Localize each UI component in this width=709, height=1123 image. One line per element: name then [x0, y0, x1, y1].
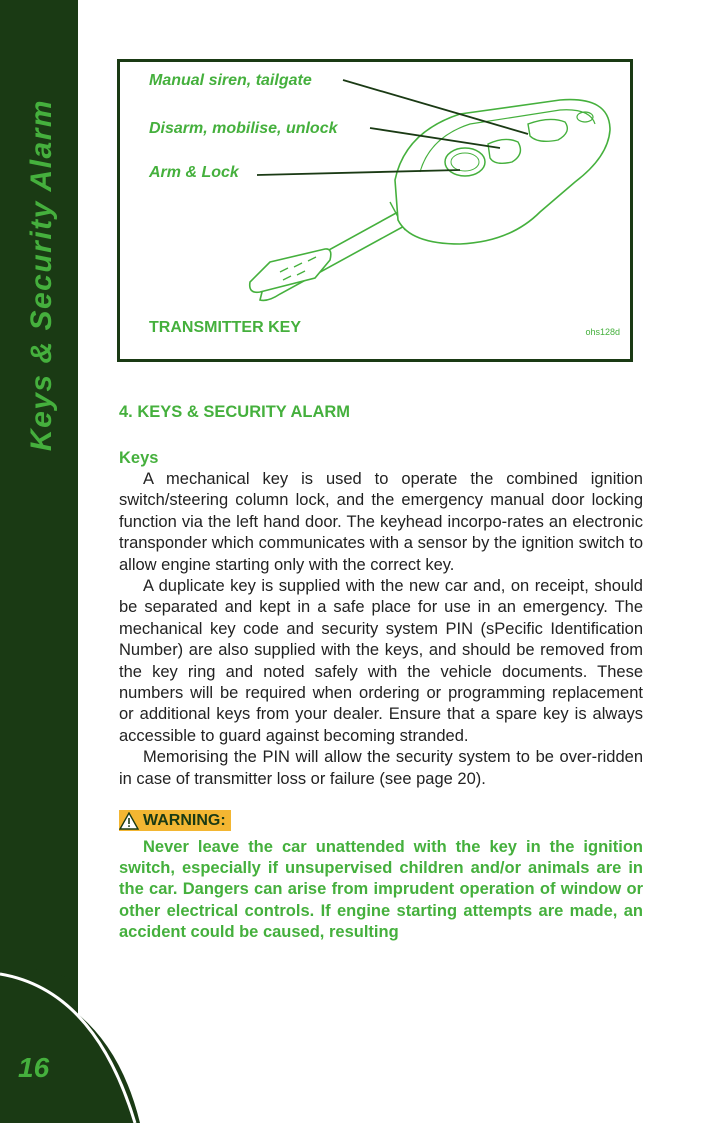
warning-block: [119, 810, 643, 944]
figure-caption: TRANSMITTER KEY: [149, 319, 301, 336]
callout-arm-lock: Arm & Lock: [149, 164, 239, 181]
warning-badge: [119, 810, 231, 831]
warning-triangle-icon: [119, 812, 139, 830]
section-heading: 4. KEYS & SECURITY ALARM: [119, 403, 351, 421]
main-content: [119, 403, 643, 944]
paragraph: A mechanical key is used to operate the combined ignition switch/steering column lock, and the emergency manual door locking function via the left hand door. The keyhead incorpo-rates an electronic transponder which communicates with a sensor by the ignition switch to allow engine starting only with the correct key.: [119, 470, 643, 574]
page-number: 16: [18, 1052, 50, 1083]
sidebar: [0, 0, 78, 1123]
transmitter-key-figure: [117, 59, 633, 362]
paragraph: Memorising the PIN will allow the security system to be over-ridden in case of transmitter loss or failure (see page 20).: [119, 748, 643, 788]
paragraph: A duplicate key is supplied with the new car and, on receipt, should be separated and kept in a safe place for use in an emergency. The mechanical key code and security system PIN (sPecific Identification Number) are also supplied with the keys, and should be removed from the key ring and noted safely with the vehicle documents. These numbers will be required when ordering or programming replacement or additional keys from your dealer. Ensure that a spare key is always accessible to guard against becoming stranded.: [119, 577, 643, 745]
warning-label: WARNING:: [143, 812, 226, 830]
callout-disarm-unlock: Disarm, mobilise, unlock: [149, 120, 338, 137]
callout-manual-siren: Manual siren, tailgate: [149, 72, 312, 89]
chapter-title: Keys & Security Alarm: [25, 98, 58, 452]
transmitter-key-illustration: [120, 62, 630, 359]
page-corner-decoration: [0, 960, 145, 1123]
figure-code: ohs128d: [585, 327, 620, 337]
warning-text: Never leave the car unattended with the key in the ignition switch, especially if unsupervised children and/or animals are in the car. Dangers can arise from imprudent operation of window or other electrical controls. If engine starting attempts are made, an accident could be caused, resulting: [119, 837, 643, 942]
keys-subheading: Keys: [119, 449, 159, 467]
